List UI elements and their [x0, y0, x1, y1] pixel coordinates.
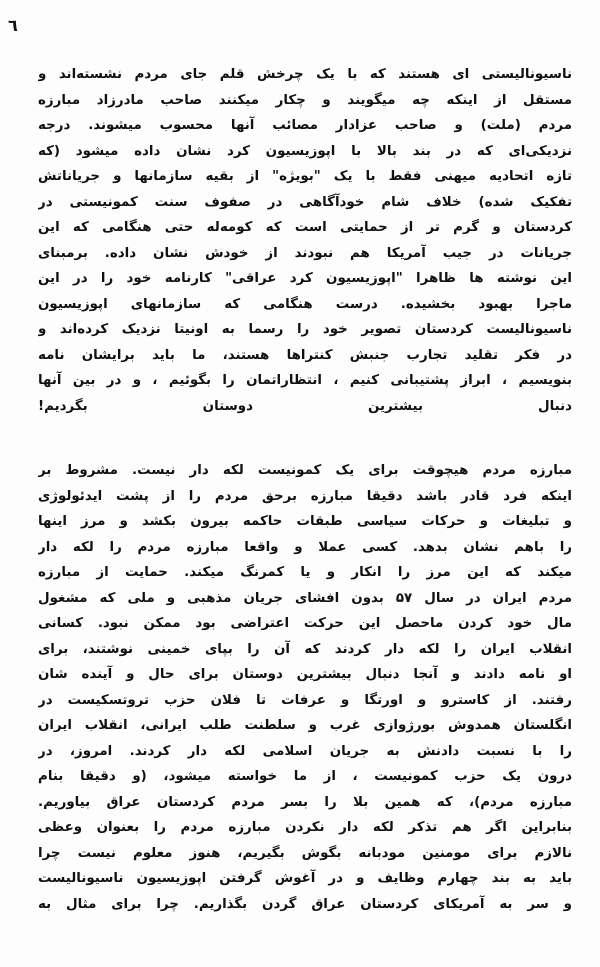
text-line: جریانات در جیب آمریکا هم نبودند از خودش نشان داده. برمبنای [38, 245, 572, 261]
paragraph-1 [38, 62, 572, 419]
text-line: را باهم نشان بدهد. کسی عملا و واقعا مبارزه مردم را لکه دار [38, 539, 572, 555]
text-line: اینکه فرد قادر باشد دقیقا مبارزه برحق مردم را از پشت ایدئولوژی [38, 488, 572, 504]
text-line: بنابراین اگر هم تذکر لکه دار نکردن مبارزه مردم را بعنوان وعظی [38, 820, 572, 835]
text-line: مبارزه مردم هیچوقت برای یک کمونیست لکه دار نیست. مشروط بر [38, 463, 572, 478]
text-line: و تبلیغات و حرکات سیاسی طبقات حاکمه بیرون بکشد و مرز اینها [38, 514, 572, 529]
text-line: انگلستان همدوش بورژوازی غرب و سلطنت طلب ایرانی، انقلاب ایران [38, 718, 572, 733]
text-line: مبارزه مردم)، که همین بلا را بسر مردم کردستان عراق بیاوریم. [38, 794, 572, 810]
text-line: در فکر تقلید تجارب جنبش کنتراها هستند، ما باید برایشان نامه [38, 347, 572, 363]
text-line: مستقل از اینکه چه میگویند و چکار میکنند صاحب مادرزاد مبارزه [38, 92, 572, 108]
text-line: ناسیونالیست کردستان تصویر خود را رسما به اونیتا نزدیک کرده‌اند و [38, 322, 572, 337]
text-line: درون یک حزب کمونیست ، از ما خواسته میشود، (و دقیقا بنام [38, 769, 572, 784]
text-line: تازه اتحادیه میهنی فقط با یک "بویژه" از بقیه سازمانها و جریاناتش [38, 169, 572, 184]
text-line: این نوشته ها ظاهرا "اپوزیسیون کرد عراقی" کارنامه خود را در این [38, 271, 572, 286]
text-line: و سر به آمریکای کردستان عراق گردن بگذاریم. چرا برای مثال به [38, 896, 572, 912]
text-line: دنبال بیشترین دوستان بگردیم! [38, 398, 572, 414]
text-line: بنویسیم ، ابراز پشتیبانی کنیم ، انتظاراتمان را بگوئیم ، و در بین آنها [38, 373, 572, 388]
text-line: نالازم برای مومنین مودبانه بگوش بگیریم، هنوز معلوم نیست چرا [38, 845, 572, 861]
text-line: نزدیکی‌ای که در بند بالا با اپوزیسیون کرد نشان داده میشود (که [38, 143, 572, 159]
text-line: میکند که این مرز را انکار و یا کمرنگ میکند. حمایت از مبارزه [38, 565, 572, 580]
page-number: ٦ [8, 16, 18, 35]
text-line: مال خود کردن ماحصل این حرکت اعتراضی بود ممکن نبود. کسانی [38, 616, 572, 631]
text-line: کردستان و گرم تر از حمایتی است که کومه‌له حتی هنگامی که این [38, 220, 572, 235]
text-line: مردم (ملت) و صاحب عزادار مصائب آنها محسوب میشوند. درجه [38, 118, 572, 133]
text-line: را با نسبت دادنش به جریان اسلامی لکه دار کردند. امروز، در [38, 743, 572, 759]
text-line: ماجرا بهبود بخشیده. درست هنگامی که سازمانهای اپوزیسیون [38, 296, 572, 312]
paragraph-2 [38, 458, 572, 917]
text-line: او نامه دادند و آنجا دنبال بیشترین دوستان برای حال و آینده شان [38, 667, 572, 682]
text-line: انقلاب ایران را لکه دار کردند که آن را بپای خمینی نوشتند، برای [38, 641, 572, 657]
text-line: تفکیک شده) خلاف شام خودآگاهی در صفوف سنت کمونیستی در [38, 194, 572, 210]
text-line: رفتند. از کاسترو و اورتگا و عرفات تا فلان حزب تروتسکیست در [38, 692, 572, 708]
text-line: مردم ایران در سال ۵۷ بدون افشای جریان مذهبی و ملی که مشغول [38, 590, 572, 606]
text-line: ناسیونالیستی ای هستند که با یک چرخش قلم جای مردم نشسته‌اند و [38, 67, 572, 82]
text-line: باید به بند چهارم وظایف و در آغوش گرفتن اپوزیسیون ناسیونالیست [38, 871, 572, 886]
